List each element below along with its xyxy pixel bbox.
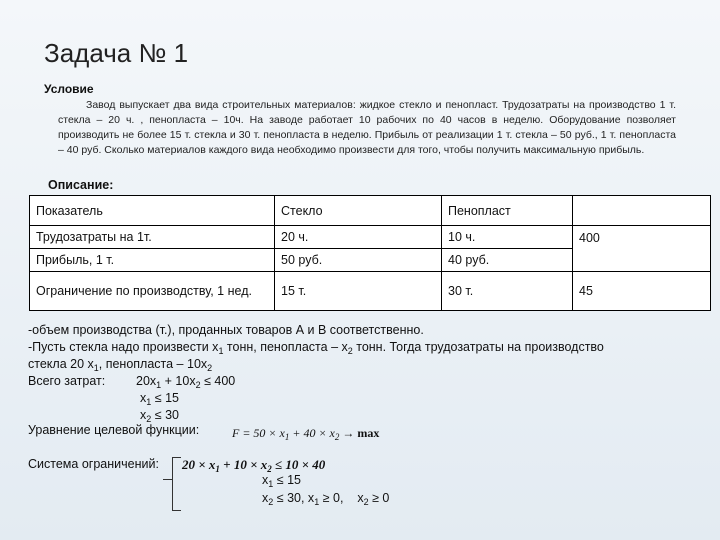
constraint-x1: $x_1 \le 15$ — [140, 391, 179, 407]
system-brace-tick — [163, 479, 172, 480]
slide-title: Задача № 1 — [44, 38, 189, 68]
solution-line-2: -Пусть стекла надо произвести $x_1$ тонн, пенопласта – $x_2$ тонн. Тогда трудозатраты на производство — [28, 340, 604, 356]
system-label: Система ограничений: — [28, 457, 159, 471]
objective-label: Уравнение целевой функции: — [28, 423, 200, 437]
table-cell: Пенопласт — [442, 196, 573, 226]
description-label: Описание: — [48, 178, 114, 192]
table-row — [30, 226, 711, 249]
total-constraint: $20x_1 + 10x_2 \le 400$ — [136, 374, 236, 390]
system-eq-3: $x_2 \le 30$, $x_1 \ge 0$, $x_2 \ge 0$ — [262, 491, 390, 507]
table-cell — [573, 196, 711, 226]
table-cell: 20 ч. — [275, 226, 442, 249]
system-eq-2: $x_1 \le 15$ — [262, 473, 301, 489]
table-cell: Показатель — [30, 196, 275, 226]
objective-formula: $F = 50 \times x_1 + 40 \times x_2 \to \max$ — [232, 426, 380, 442]
table-cell: 30 т. — [442, 272, 573, 311]
table-row — [30, 272, 711, 311]
condition-label: Условие — [44, 82, 94, 96]
table-cell: 400 — [573, 226, 711, 272]
table-cell: 50 руб. — [275, 249, 442, 272]
table-row — [30, 196, 711, 226]
table-cell: Трудозатраты на 1т. — [30, 226, 275, 249]
system-eq-1: $20 \times x_1 + 10 \times x_2 \le 10 \times 40$ — [182, 457, 326, 474]
table-cell: Стекло — [275, 196, 442, 226]
table-cell: Ограничение по производству, 1 нед. — [30, 272, 275, 311]
total-label: Всего затрат: — [28, 374, 106, 388]
table-cell: 10 ч. — [442, 226, 573, 249]
constraint-x2: $x_2 \le 30$ — [140, 408, 179, 424]
table-cell: Прибыль, 1 т. — [30, 249, 275, 272]
table-cell: 15 т. — [275, 272, 442, 311]
system-brace — [172, 457, 181, 511]
data-table — [29, 195, 711, 311]
solution-line-3: стекла 20 $x_1$, пенопласта – $10x_2$ — [28, 357, 213, 373]
condition-text: Завод выпускает два вида строительных материалов: жидкое стекло и пенопласт. Трудозатраты на производство 1 т. стекла – 20 ч. , пенопласта – 10ч. На заводе работает 10 рабочих по 40 часов в неделю. Оборудование позволяет производить не более 15 т. стекла и 30 т. пенопласта в неделю. Прибыль от реализации 1 т. стекла – 50 руб., 1 т. пенопласта – 40 руб. Сколько материалов каждого вида необходимо произвести для того, чтобы получить максимальную прибыль. — [58, 99, 676, 156]
solution-line-1: -объем производства (т.), проданных товаров А и В соответственно. — [28, 323, 424, 337]
table-cell: 40 руб. — [442, 249, 573, 272]
table-cell: 45 — [573, 272, 711, 311]
